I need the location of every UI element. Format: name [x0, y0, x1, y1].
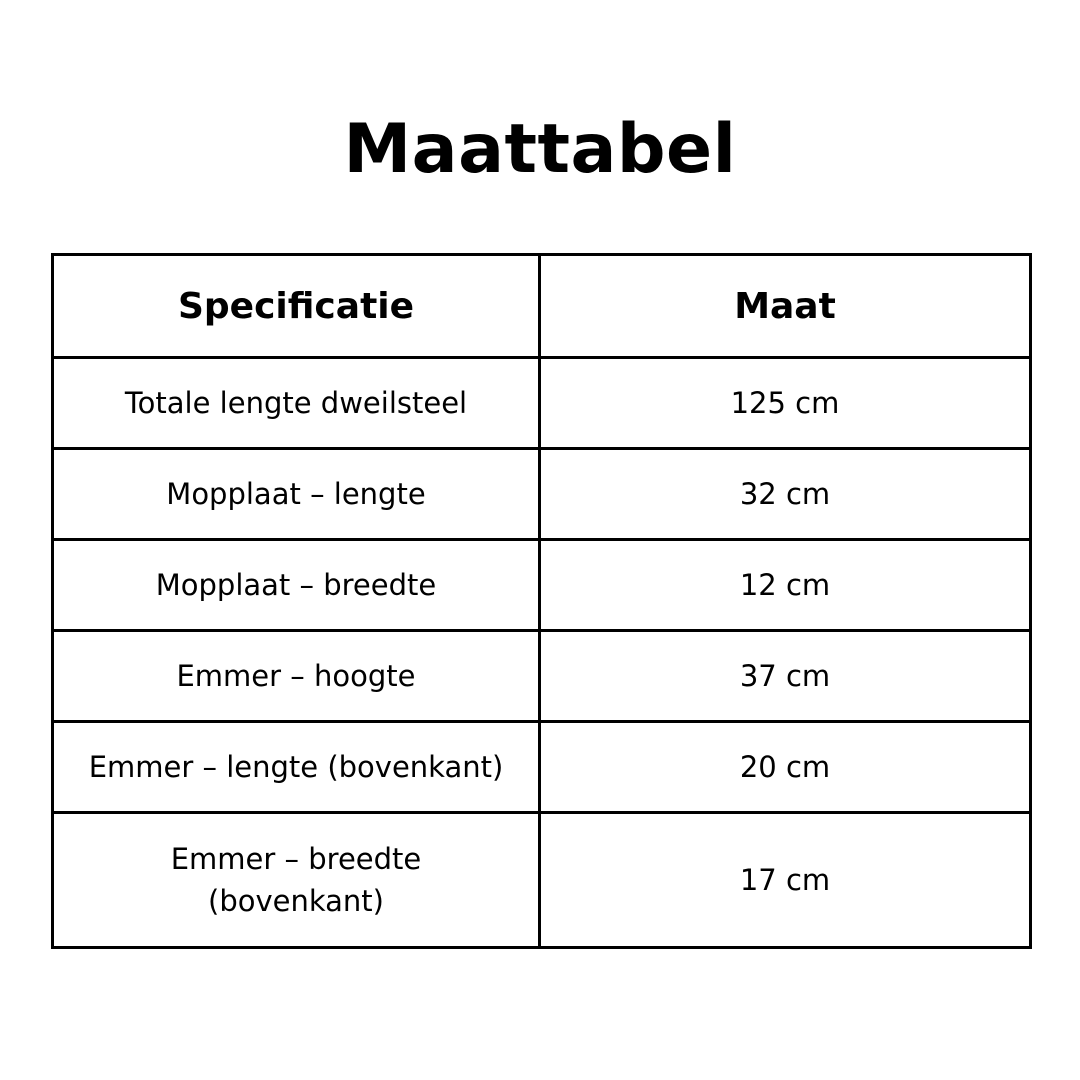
spec-cell-text: Emmer – breedte (bovenkant) — [170, 842, 422, 918]
table-row — [53, 449, 1031, 540]
spec-cell: Mopplaat – breedte — [53, 540, 540, 631]
table-row — [53, 813, 1031, 948]
size-cell: 20 cm — [540, 722, 1031, 813]
table-row — [53, 358, 1031, 449]
header-size: Maat — [540, 255, 1031, 358]
table-row — [53, 722, 1031, 813]
size-cell: 37 cm — [540, 631, 1031, 722]
size-cell: 12 cm — [540, 540, 1031, 631]
spec-cell: Emmer – hoogte — [53, 631, 540, 722]
size-cell: 32 cm — [540, 449, 1031, 540]
spec-cell: Mopplaat – lengte — [53, 449, 540, 540]
size-cell: 17 cm — [540, 813, 1031, 948]
spec-cell — [53, 813, 540, 948]
page-title: Maattabel — [343, 110, 737, 189]
spec-cell: Emmer – lengte (bovenkant) — [53, 722, 540, 813]
table-row — [53, 631, 1031, 722]
header-specification: Specificatie — [53, 255, 540, 358]
size-cell: 125 cm — [540, 358, 1031, 449]
size-table — [51, 253, 1032, 949]
table-row — [53, 540, 1031, 631]
spec-cell: Totale lengte dweilsteel — [53, 358, 540, 449]
table-header-row — [53, 255, 1031, 358]
